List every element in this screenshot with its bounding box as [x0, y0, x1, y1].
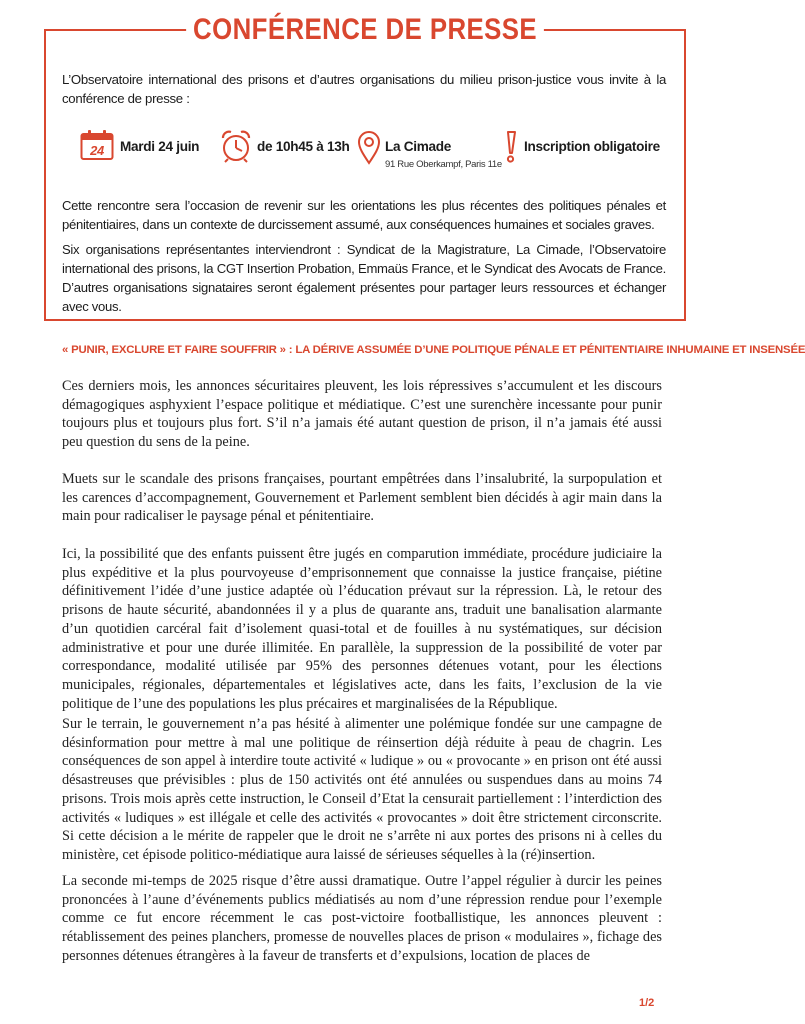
place-label: La Cimade: [385, 139, 452, 154]
exclamation-icon: [503, 129, 519, 165]
body-paragraph: Ici, la possibilité que des enfants puissent être jugés en comparution immédiate, procédure judiciaire la plus expéditive et la plus pourvoyeuse d’emprisonnement que connaisse la justice française, piétine définitivement l’idée d’une justice adaptée où l’éducation prévaut sur la répression. Là, le retour des prisons de haute sécurité, abandonnées il y a plus de quarante ans, traduit une banalisation alarmante d’un quotidien carcéral fait d’isolement quasi-total et de fouilles à nu systématiques, sur décision administrative et pour une durée illimitée. En parallèle, la suppression de la possibilité de voter par correspondance, modalité utilisée par 95% des personnes détenues votant, pour les élections municipales, régionales, départementales et législatives acte, dans les faits, l’exclusion de la vie politique de l’une des populations les plus précaires et marginalisées de la République.: [62, 546, 662, 712]
event-date: [80, 129, 199, 171]
date-label: Mardi 24 juin: [120, 139, 200, 154]
section-heading: « PUNIR, EXCLURE ET FAIRE SOUFFRIR » : LA DÉRIVE ASSUMÉE D’UNE POLITIQUE PÉNALE ET PÉNITENTIAIRE INHUMAINE ET INSENSÉE: [62, 344, 805, 356]
body-paragraph: La seconde mi-temps de 2025 risque d’être aussi dramatique. Outre l’appel régulier à durcir les peines prononcées à l’aune d’événements publics médiatisés au nom d’une répression rendue pour l’exemple comme ce fut encore récemment le cas post-victoire footballistique, les annonces pleuvent : rétablissement des peines planchers, promesse de nouvelles places de prison « modulaires », fichage des personnes détenues étrangères à la faveur de transferts et d’expulsions, location de places de: [62, 873, 662, 964]
event-time: [219, 129, 350, 171]
event-registration: [503, 129, 660, 171]
event-place: [356, 129, 502, 171]
intro-text: L’Observatoire international des prisons et d’autres organisations du milieu prison-justice vous invite à la conférence de presse :: [62, 72, 666, 106]
body-paragraph: Sur le terrain, le gouvernement n’a pas hésité à alimenter une polémique fondée sur une campagne de désinformation pour mettre à mal une politique de réinsertion déjà réduite à peau de chagrin. Les conséquences de son appel à interdire toute activité « ludique » ou « provocante » en prison ont été aussi désastreuses que prévisibles : plus de 150 activités ont été annulées ou suspendues dans au moins 74 prisons. Trois mois après cette instruction, le Conseil d’Etat la censurait partiellement : l’interdiction des activités « ludiques » est illégale et celle des activités « provocantes » doit être strictement circonscrite. Si cette décision a le mérite de rappeler que le droit ne s’arrête ni aux portes des prisons ni à celles du ministère, cet épisode politico-médiatique aura laissé de sérieuses séquelles à la (ré)insertion.: [62, 716, 662, 863]
box-paragraph: Six organisations représentantes interviendront : Syndicat de la Magistrature, La Cimade, l’Observatoire international des prisons, la CGT Insertion Probation, Emmaüs France, et le Syndicat des Avocats de France. D’autres organisations signataires seront également présentes pour partager leurs ressources et échanger avec vous.: [62, 242, 666, 314]
body-paragraph: Muets sur le scandale des prisons françaises, pourtant empêtrées dans l’insalubrité, la surpopulation et les carences d’accompagnement, Gouvernement et Parlement semblent bien décidés à agir main dans la main pour radicaliser le paysage pénal et pénitentiaire.: [62, 471, 662, 525]
page-number: 1/2: [639, 997, 655, 1009]
time-label: de 10h45 à 13h: [257, 139, 350, 154]
place-address: 91 Rue Oberkampf, Paris 11e: [385, 159, 502, 170]
location-pin-icon: [356, 129, 382, 165]
title-banner: [44, 12, 686, 48]
alarm-clock-icon: [219, 129, 253, 163]
registration-label: Inscription obligatoire: [524, 139, 660, 154]
page-title: CONFÉRENCE DE PRESSE: [186, 12, 544, 48]
body-paragraph: Ces derniers mois, les annonces sécuritaires pleuvent, les lois répressives s’accumulent et les discours démagogiques asphyxient l’espace politique et médiatique. C’est une surenchère incessante pour punir toujours plus et toujours plus fort. S’il n’a jamais été autant question de prison, il n’a jamais été aussi peu question du sens de la peine.: [62, 378, 662, 451]
calendar-icon: [80, 129, 114, 161]
calendar-day: 24: [90, 143, 104, 158]
box-paragraph: Cette rencontre sera l’occasion de revenir sur les orientations les plus récentes des politiques pénales et pénitentiaires, dans un contexte de durcissement assumé, aux conséquences humaines et sociales graves.: [62, 198, 666, 232]
